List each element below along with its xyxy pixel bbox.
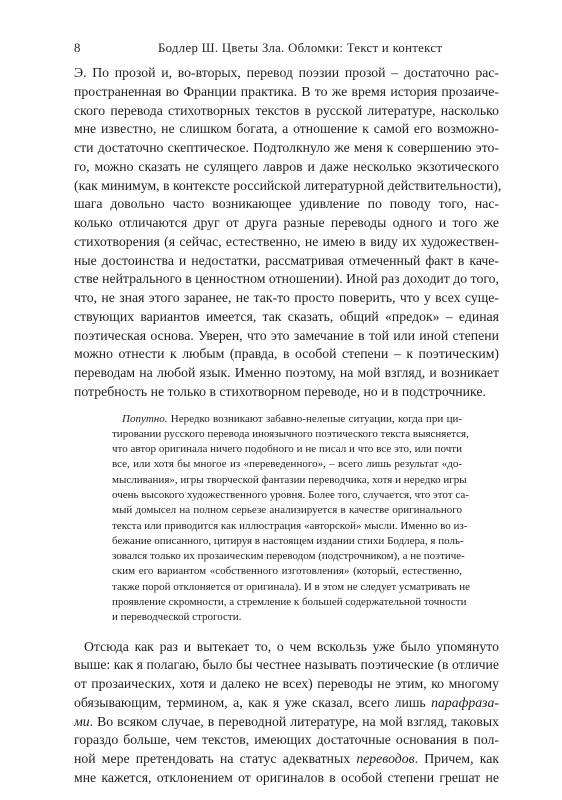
text-line: го, можно сказать не сулящего лавров и даже несколько экзотического xyxy=(74,158,499,174)
text-line: колько отличаются друг от друга разные переводы одного и того же xyxy=(74,215,499,230)
text-line: ствующих вариантов имеется, так сказать, общий «предок» – единая xyxy=(74,308,499,324)
note-line: все, или хотя бы многое из «переведенного», – всего лишь результат «до- xyxy=(112,458,462,471)
text-line-content: Отсюда как раз и вытекает то, о чем вскользь уже было упомянуто xyxy=(84,638,499,654)
text-line: ные достоинства и недостатки, рассматривая отмеченный факт в каче- xyxy=(74,252,499,268)
paragraph-2 xyxy=(74,638,499,788)
text-line-content: . Во всяком случае, в переводной литературе, на мой взгляд, таковых xyxy=(89,713,499,729)
text-line: мне известно, не слишком богата, а отношение к самой его возможно- xyxy=(74,121,499,137)
text-line: пространенная во Франции практика. В то же время история прозаиче- xyxy=(74,83,499,99)
note-line xyxy=(112,412,462,427)
text-line xyxy=(74,638,499,657)
note-line: и переводческой строгости. xyxy=(112,611,242,624)
text-line: сти достаточно скептическое. Подтолкнуло же меня к совершению это- xyxy=(74,140,499,155)
text-line-content: обязывающим, термином, а, как я уже сказал, всего лишь xyxy=(74,694,432,710)
running-head xyxy=(74,40,499,56)
text-line: мне кажется, отклонением от оригиналов в особой степени грешат не xyxy=(74,769,499,785)
text-line-content: ной мере претендовать на статус адекватных xyxy=(74,751,357,767)
side-note xyxy=(112,412,471,626)
text-line: ского перевода стихотворных текстов в русской литературе, насколько xyxy=(74,102,499,118)
text-line xyxy=(74,713,499,732)
italic-term-end: ми xyxy=(74,713,90,729)
text-line: переводам на любой язык. Именно поэтому, на мой взгляд, и возникает xyxy=(74,365,499,380)
text-line-content: . Причем, как xyxy=(414,751,499,767)
text-line: что, не зная этого заранее, не так-то просто поверить, что у всех суще- xyxy=(74,290,499,305)
italic-term: парафраза- xyxy=(431,694,499,710)
text-line: можно отнести к любым (правда, в особой степени – к поэтическим) xyxy=(74,346,499,362)
note-lead: Попутно. xyxy=(122,412,168,425)
text-line: Э. По прозой и, во-вторых, перевод поэзии прозой – достаточно рас- xyxy=(74,65,499,80)
note-line: мый домысел на полном серьезе анализируется в качестве оригинального xyxy=(112,504,462,517)
text-line xyxy=(74,694,499,713)
note-line: бежание описанного, цитируя в настоящем издании стихи Бодлера, я поль- xyxy=(112,534,464,547)
note-line: очень высокого художественного уровня. Более того, случается, что этот са- xyxy=(112,488,469,501)
book-page xyxy=(74,40,502,788)
note-line: ским его вариантом «собственного изготовления» (который, естественно, xyxy=(112,565,462,578)
note-line: зовался только их прозаическим переводом (подстрочником), а не поэтиче- xyxy=(112,550,465,563)
paragraph-1 xyxy=(74,64,502,402)
text-line: (как минимум, в контексте российской литературной действительности), xyxy=(74,177,502,193)
note-line: текста или приводится как иллюстрация «авторской» мысли. Именно во из- xyxy=(112,519,468,532)
text-line: потребность не только в стихотворном переводе, но и в подстрочнике. xyxy=(74,383,486,399)
text-line: стихотворения (я сейчас, естественно, не имею в виду их художествен- xyxy=(74,233,499,249)
running-title: Бодлер Ш. Цветы Зла. Обломки: Текст и контекст xyxy=(158,41,443,55)
text-line: шага довольно часто возникающее удивление по поводу того, нас- xyxy=(74,196,499,212)
text-line: выше: как я полагаю, было бы честнее называть поэтические (в отличие xyxy=(74,657,499,673)
text-line: от прозаических, хотя и далеко не всех) переводы не этим, ко многому xyxy=(74,676,499,692)
page-number: 8 xyxy=(74,41,81,55)
text-line: стве нейтрального в ценностном отношении). Иной раз доходит до того, xyxy=(74,271,499,287)
note-line: тировании русского перевода иноязычного поэтического текста выясняется, xyxy=(112,427,469,440)
note-line: также порой отклоняется от оригинала). И в этом не следует усматривать не xyxy=(112,580,471,593)
note-line: что автор оригинала ничего подобного и не писал и что все это, или почти xyxy=(112,443,462,456)
italic-term: переводов xyxy=(356,751,415,767)
text-line: поэтическая основа. Уверен, что это замечание в той или иной степени xyxy=(74,327,499,343)
note-line: проявление скромности, а стремление к большей содержательной точности xyxy=(112,596,467,609)
text-line: гораздо больше, чем текстов, имеющих достаточные основания в пол- xyxy=(74,732,499,748)
note-line: мысливания», игры творческой фантазии переводчика, хотя и нередко игры xyxy=(112,473,467,486)
note-lead-rest: Нередко возникают забавно-нелепые ситуации, когда при ци- xyxy=(167,412,462,425)
text-line xyxy=(74,750,499,769)
